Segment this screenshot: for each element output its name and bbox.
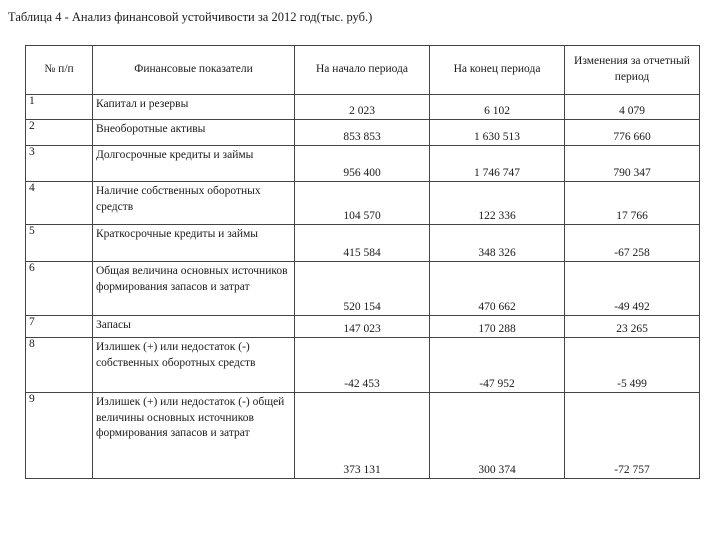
table-row <box>26 120 700 146</box>
header-change: Изменения за отчетный период <box>565 46 700 95</box>
row-num: 1 <box>26 95 93 120</box>
table-header-row <box>26 46 700 95</box>
row-indicator: Общая величина основных источников формирования запасов и затрат <box>93 262 295 316</box>
row-change-value: -49 492 <box>565 262 700 316</box>
row-end-value: 470 662 <box>430 262 565 316</box>
row-start-value: 2 023 <box>295 95 430 120</box>
header-num: № п/п <box>26 46 93 95</box>
row-change-value: -5 499 <box>565 338 700 393</box>
table-row <box>26 393 700 479</box>
row-indicator: Запасы <box>93 316 295 338</box>
row-num: 2 <box>26 120 93 146</box>
row-num: 4 <box>26 182 93 225</box>
row-start-value: 373 131 <box>295 393 430 479</box>
row-indicator: Долгосрочные кредиты и займы <box>93 146 295 182</box>
row-change-value: -67 258 <box>565 225 700 262</box>
table-row <box>26 262 700 316</box>
row-end-value: 170 288 <box>430 316 565 338</box>
row-start-value: 853 853 <box>295 120 430 146</box>
row-start-value: 104 570 <box>295 182 430 225</box>
row-change-value: 4 079 <box>565 95 700 120</box>
row-change-value: 790 347 <box>565 146 700 182</box>
financial-stability-table <box>25 45 700 479</box>
row-change-value: 23 265 <box>565 316 700 338</box>
row-num: 6 <box>26 262 93 316</box>
table-row <box>26 316 700 338</box>
row-indicator: Капитал и резервы <box>93 95 295 120</box>
row-end-value: 348 326 <box>430 225 565 262</box>
row-indicator: Внеоборотные активы <box>93 120 295 146</box>
row-indicator: Краткосрочные кредиты и займы <box>93 225 295 262</box>
table-row <box>26 95 700 120</box>
table-title: Таблица 4 - Анализ финансовой устойчивости за 2012 год(тыс. руб.) <box>8 10 373 24</box>
table-row <box>26 182 700 225</box>
row-end-value: -47 952 <box>430 338 565 393</box>
row-change-value: 776 660 <box>565 120 700 146</box>
header-start: На начало периода <box>295 46 430 95</box>
table-row <box>26 225 700 262</box>
row-start-value: 415 584 <box>295 225 430 262</box>
row-end-value: 1 630 513 <box>430 120 565 146</box>
row-num: 9 <box>26 393 93 479</box>
row-start-value: -42 453 <box>295 338 430 393</box>
header-indicator: Финансовые показатели <box>93 46 295 95</box>
row-num: 5 <box>26 225 93 262</box>
row-num: 7 <box>26 316 93 338</box>
row-num: 8 <box>26 338 93 393</box>
row-indicator: Излишек (+) или недостаток (-) общей величины основных источников формирования запасов и затрат <box>93 393 295 479</box>
table-row <box>26 338 700 393</box>
row-start-value: 147 023 <box>295 316 430 338</box>
row-num: 3 <box>26 146 93 182</box>
row-start-value: 520 154 <box>295 262 430 316</box>
row-end-value: 6 102 <box>430 95 565 120</box>
row-start-value: 956 400 <box>295 146 430 182</box>
table-row <box>26 146 700 182</box>
row-end-value: 300 374 <box>430 393 565 479</box>
row-indicator: Наличие собственных оборотных средств <box>93 182 295 225</box>
row-indicator: Излишек (+) или недостаток (-) собственных оборотных средств <box>93 338 295 393</box>
row-change-value: -72 757 <box>565 393 700 479</box>
header-end: На конец периода <box>430 46 565 95</box>
row-end-value: 122 336 <box>430 182 565 225</box>
row-end-value: 1 746 747 <box>430 146 565 182</box>
row-change-value: 17 766 <box>565 182 700 225</box>
